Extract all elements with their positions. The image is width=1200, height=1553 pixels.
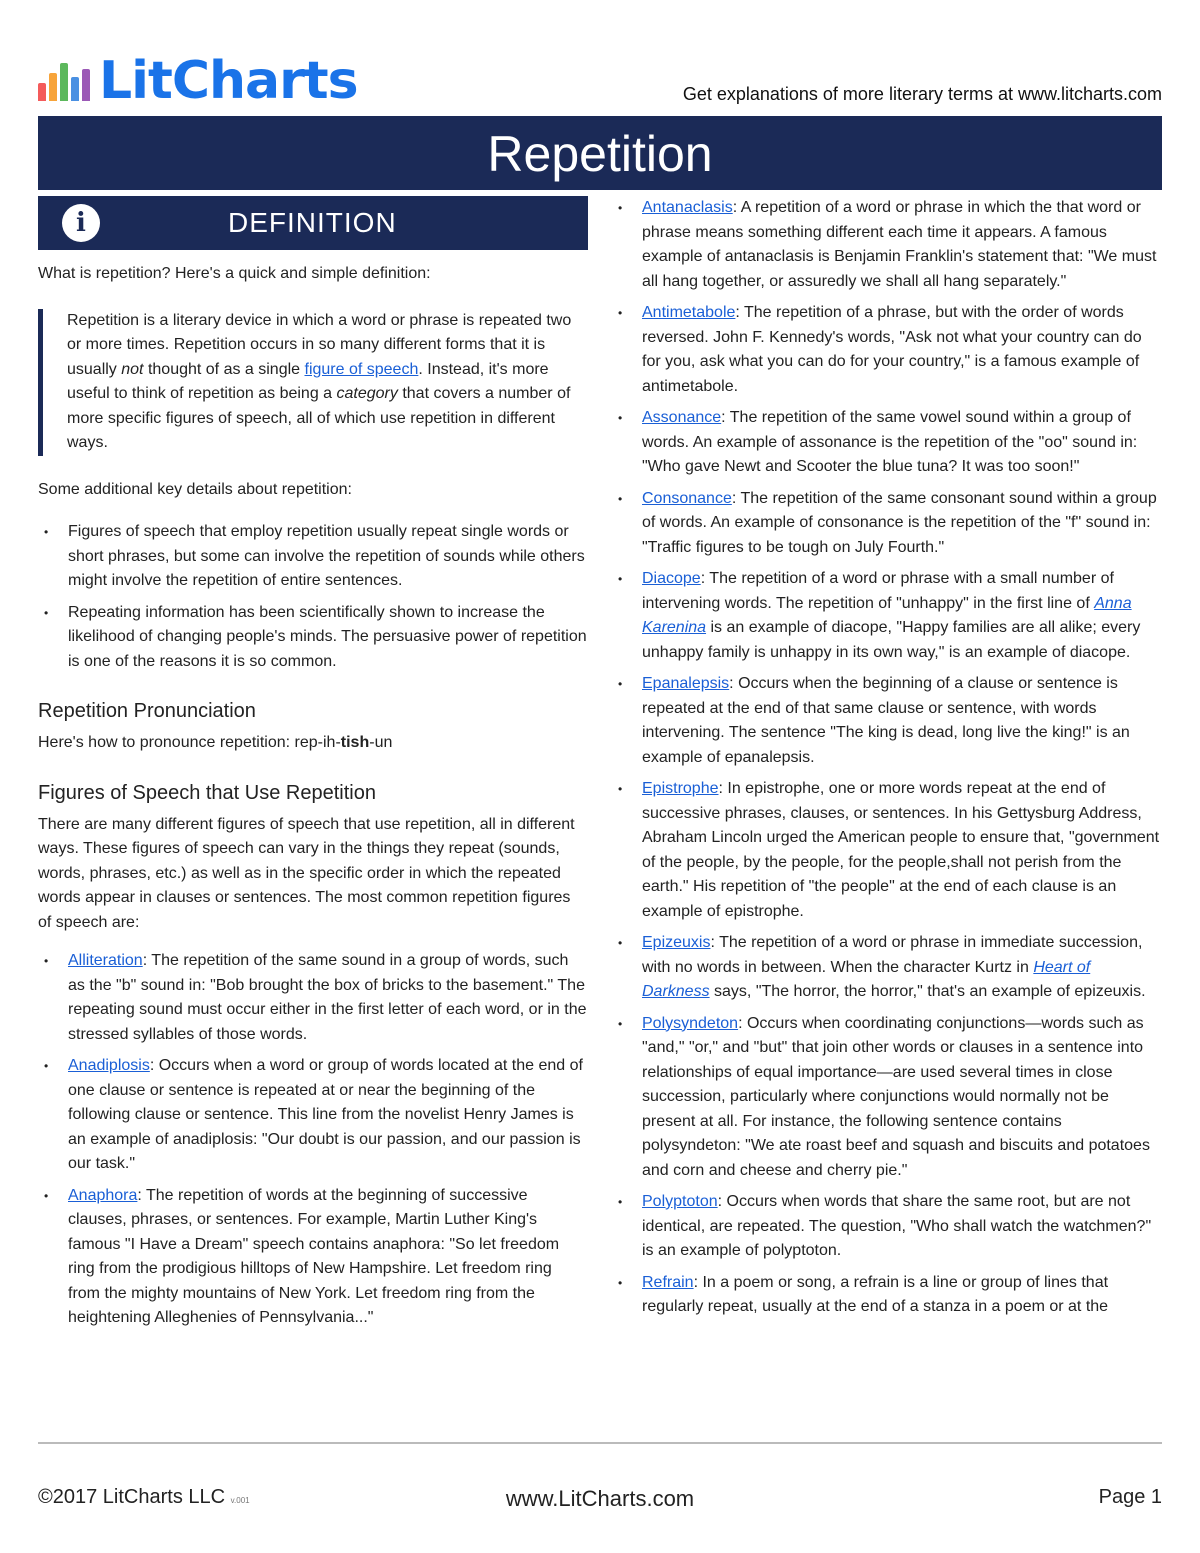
logo-text: LitCharts [99, 51, 358, 111]
list-item: • Epanalepsis: Occurs when the beginning of a clause or sentence is repeated at the end of that same clause or sentence, with words intervening. The sentence "The king is dead, long live the king!" is an example of epanalepsis. [612, 672, 1162, 770]
footer-copyright: ©2017 LitCharts LLC v.001 [38, 1486, 250, 1508]
figure-of-speech-link[interactable]: figure of speech [304, 360, 419, 378]
details-list [38, 520, 588, 674]
list-item: • Anadiplosis: Occurs when a word or group of words located at the end of one clause or sentence is repeated at or near the beginning of the following clause or sentence. This line from the novelist Henry James is an example of anadiplosis: "Our doubt is our passion, and our passion is our task." [38, 1054, 588, 1177]
term-link[interactable]: Assonance [642, 409, 722, 426]
list-item: • Repeating information has been scientifically shown to increase the likelihood of changing people's minds. The persuasive power of repetition is one of the reasons it is so common. [38, 601, 588, 675]
list-item: • Refrain: In a poem or song, a refrain is a line or group of lines that regularly repeat, usually at the end of a stanza in a poem or at the [612, 1271, 1162, 1320]
page-number: Page 1 [1098, 1486, 1162, 1508]
pronunciation-heading: Repetition Pronunciation [38, 700, 256, 722]
list-item: • Assonance: The repetition of the same vowel sound within a group of words. An example of assonance is the repetition of the "oo" sound in: "Who gave Newt and Scooter the blue tuna? It was too soon!" [612, 406, 1162, 480]
list-item: • Polyptoton: Occurs when words that share the same root, but are not identical, are repeated. The question, "Who shall watch the watchmen?" is an example of polyptoton. [612, 1190, 1162, 1264]
term-link[interactable]: Polyptoton [642, 1193, 718, 1210]
term-link[interactable]: Anadiplosis [68, 1057, 150, 1074]
term-link[interactable]: Refrain [642, 1273, 694, 1291]
term-link[interactable]: Anaphora [68, 1186, 138, 1204]
definition-quote: Repetition is a literary device in which a word or phrase is repeated two or more times. Repetition occurs in so many different forms that it is usually not thought of as a single figure of speech. Instead, it's more useful to think of repetition as being a category that covers a number of more specific figures of speech, all of which use repetition in different ways. [38, 309, 588, 456]
list-item: • Epistrophe: In epistrophe, one or more words repeat at the end of successive phrases, clauses, or sentences. In his Gettysburg Address, Abraham Lincoln urged the American people to ensure that, "government of the people, by the people, for the people,shall not perish from the earth." His repetition of "the people" at the end of each clause is an example of epistrophe. [612, 777, 1162, 924]
figures-heading: Figures of Speech that Use Repetition [38, 781, 376, 804]
list-item: • Anaphora: The repetition of words at the beginning of successive clauses, phrases, or sentences. For example, Martin Luther King's famous "I Have a Dream" speech contains anaphora: "So let freedom ring from the prodigious hilltops of New Hampshire. Let freedom ring from the mighty mountains of New York. Let freedom ring from the heightening Alleghenies of Pennsylvania..." [38, 1184, 588, 1331]
litcharts-logo[interactable] [38, 50, 358, 112]
figures-list-right [612, 196, 1162, 1320]
list-item: • Epizeuxis: The repetition of a word or phrase in immediate succession, with no words in between. When the character Kurtz in Heart of Darkness says, "The horror, the horror," that's an example of epizeuxis. [612, 931, 1162, 1005]
term-link[interactable]: Antanaclasis [642, 199, 733, 216]
definition-heading: DEFINITION [228, 207, 397, 238]
figures-intro: There are many different figures of speech that use repetition, all in different ways. These figures of speech can vary in the things they repeat (sounds, words, phrases, etc.) as well as in the specific order in which the repeated words appear in clauses or sentences. The most common repetition figures of speech are: [38, 815, 575, 931]
term-link[interactable]: Epanalepsis [642, 675, 730, 692]
left-column [38, 196, 588, 1338]
list-item: • Diacope: The repetition of a word or phrase with a small number of intervening words. The repetition of "unhappy" in the first line of Anna Karenina is an example of diacope, "Happy families are all alike; every unhappy family is unhappy in its own way," is an example of diacope. [612, 567, 1162, 665]
work-link[interactable]: Anna Karenina [642, 594, 1132, 636]
term-link[interactable]: Consonance [642, 489, 732, 507]
page-title: Repetition [38, 118, 1162, 190]
footer-site-link[interactable]: www.LitCharts.com [505, 1486, 695, 1511]
list-item: • Antimetabole: The repetition of a phrase, but with the order of words reversed. John F. Kennedy's words, "Ask not what your country can do for you, ask what you can do for your country," is a famous example of antimetabole. [612, 301, 1162, 399]
definition-banner [38, 196, 588, 250]
term-link[interactable]: Polysyndeton [642, 1014, 739, 1032]
list-item: • Consonance: The repetition of the same consonant sound within a group of words. An example of consonance is the repetition of the "f" sound in: "Traffic figures to be tough on July Fourth." [612, 487, 1162, 561]
figures-list-left [38, 949, 588, 1331]
term-link[interactable]: Antimetabole [642, 304, 736, 321]
page-header [38, 50, 1162, 112]
logo-bars-icon [38, 61, 93, 101]
definition-intro: What is repetition? Here's a quick and simple definition: [38, 265, 431, 282]
term-link[interactable]: Epistrophe [642, 780, 719, 797]
list-item: • Antanaclasis: A repetition of a word or phrase in which the that word or phrase means something different each time it appears. A famous example of antanaclasis is Benjamin Franklin's statement that: "We must all hang together, or assuredly we shall all hang separately." [612, 196, 1162, 294]
right-column [612, 196, 1162, 1327]
list-item: • Alliteration: The repetition of the same sound in a group of words, such as the "b" sound in: "Bob brought the box of bricks to the basement." The repeating sound must occur either in the first letter of each word, or in the stressed syllables of those words. [38, 949, 588, 1047]
list-item: • Polysyndeton: Occurs when coordinating conjunctions—words such as "and," "or," and "but" that join other words or clauses in a sentence into relationships of equal importance—are used several times in close succession, particularly where conjunctions would normally not be present at all. For instance, the following sentence contains polysyndeton: "We ate roast beef and squash and biscuits and potatoes and corn and cheese and cherry pie." [612, 1012, 1162, 1184]
pronunciation-text: Here's how to pronounce repetition: rep-ih-tish-un [38, 734, 393, 751]
info-icon: i [62, 204, 100, 242]
work-link[interactable]: Heart of Darkness [642, 958, 1091, 1000]
term-link[interactable]: Alliteration [68, 952, 143, 969]
header-tagline: Get explanations of more literary terms at www.litcharts.com [682, 84, 1162, 104]
list-item: • Figures of speech that employ repetition usually repeat single words or short phrases, but some can involve the repetition of sounds while others might involve the repetition of entire sentences. [38, 520, 588, 594]
term-link[interactable]: Epizeuxis [642, 934, 711, 951]
details-intro: Some additional key details about repetition: [38, 480, 352, 498]
footer-divider [38, 1442, 1162, 1444]
term-link[interactable]: Diacope [642, 570, 701, 587]
